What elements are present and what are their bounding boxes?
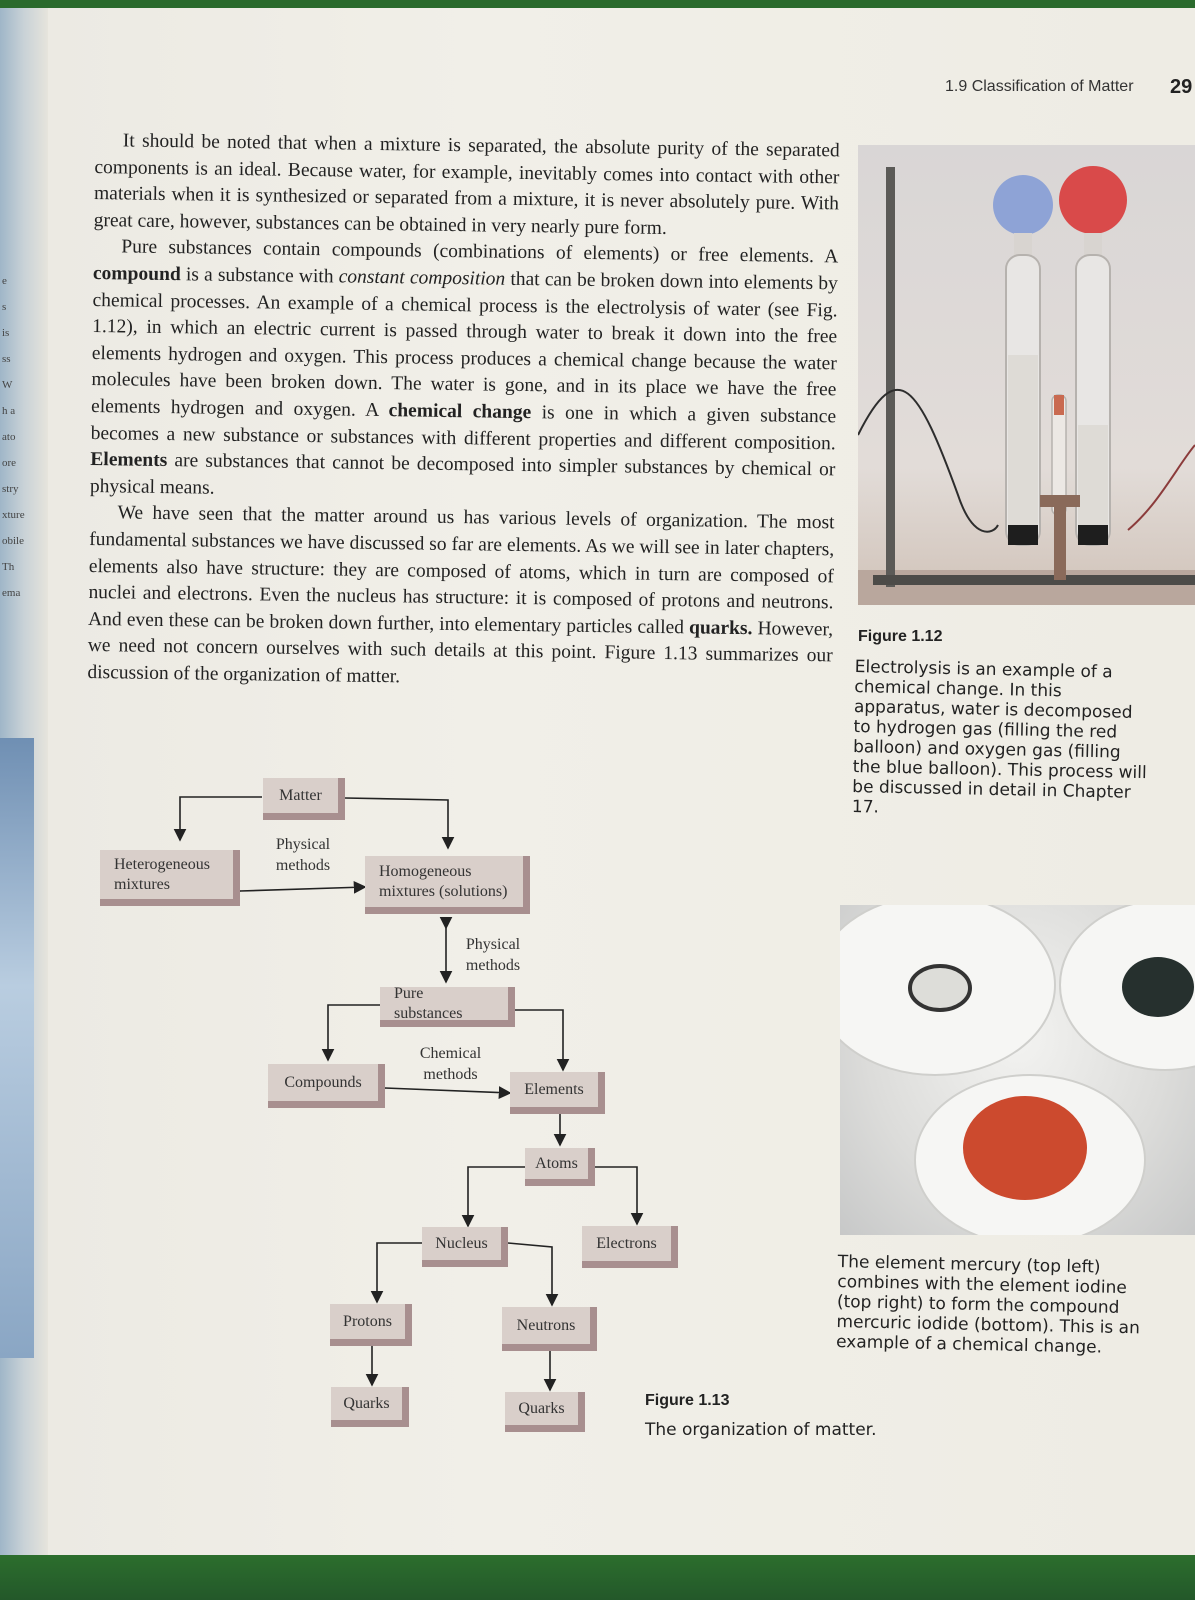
figure-1-13-caption: The organization of matter. — [645, 1420, 877, 1440]
paragraph: We have seen that the matter around us has various levels of organization. The most fundamental substances we have discussed so far are elements. As we will see in later chapters, elements also have structure: they are composed of atoms, which in turn are composed of nuclei and electrons. Even the nucleus has structure: it is composed of protons and neutrons. And even these can be broken down further, into elementary particles called quarks. However, we need not concern ourselves with such details at this point. Figure 1.13 summarizes our discussion of the organization of matter. — [87, 502, 835, 688]
node-heterogeneous-mixtures: Heterogeneous mixtures — [100, 850, 240, 906]
node-matter: Matter — [263, 778, 345, 820]
mercury-sample — [910, 966, 970, 1010]
term-quarks: quarks. — [688, 617, 753, 639]
term-compound: compound — [92, 262, 181, 286]
figure-1-12-caption: Electrolysis is an example of a chemical change. In this apparatus, water is decomposed to hydrogen gas (filling the red balloon) and oxygen gas (filling the blue balloon). This process will be discussed in detail in Chapter 17. — [851, 657, 1147, 818]
term-constant-composition: constant composition — [338, 266, 506, 290]
electrolysis-apparatus-illustration — [858, 145, 1195, 605]
paragraph: It should be noted that when a mixture is separated, the absolute purity of the separated components is an ideal. Because water, for example, inevitably comes into contact with other materials when it is synthesized or separated from a mixture, it is never absolutely pure. With great care, however, substances can be obtained in very nearly pure form. — [93, 130, 840, 239]
node-elements: Elements — [510, 1072, 605, 1114]
body-text — [87, 128, 840, 697]
node-pure-substances: Pure substances — [380, 987, 515, 1027]
edge-label-physical-methods: Physical methods — [275, 836, 331, 874]
adjacent-page-text: e s is ss W h a ato ore stry xture obile Th ema — [2, 275, 25, 599]
node-nucleus: Nucleus — [422, 1227, 508, 1267]
background-bottom — [0, 1555, 1195, 1600]
node-neutrons: Neutrons — [502, 1307, 597, 1351]
red-balloon — [1059, 166, 1127, 234]
node-compounds: Compounds — [268, 1064, 385, 1108]
mercuric-iodide-sample — [963, 1096, 1087, 1200]
node-atoms: Atoms — [525, 1148, 595, 1186]
electrolysis-photo — [858, 145, 1195, 605]
edge-label-chemical-methods: Chemical methods — [419, 1045, 482, 1083]
mercury-photo-caption: The element mercury (top left) combines with the element iodine (top right) to form the compound mercuric iodide (bottom). This is an example of a chemical change. — [835, 1252, 1141, 1358]
mercury-iodine-illustration — [840, 905, 1195, 1235]
term-elements: Elements — [90, 449, 168, 472]
node-quarks: Quarks — [505, 1392, 585, 1432]
blue-balloon — [993, 175, 1053, 235]
node-electrons: Electrons — [582, 1226, 678, 1268]
running-head: 1.9 Classification of Matter — [945, 78, 1134, 95]
node-quarks: Quarks — [331, 1387, 409, 1427]
iodine-sample — [1122, 957, 1194, 1017]
node-protons: Protons — [330, 1304, 412, 1346]
mercury-iodine-photo — [840, 905, 1195, 1235]
paragraph: Pure substances contain compounds (combinations of elements) or free elements. A compound is a substance with constant composition that can be broken down into elements by chemical processes. An example of a chemical process is the electrolysis of water (see Fig. 1.12), in which an electric current is passed through water to break it down into the free elements hydrogen and oxygen. This process produces a chemical change because the water molecules have been broken down. The water is gone, and in its place we have the free elements hydrogen and oxygen. A chemical change is one in which a given substance becomes a new substance or substances with different properties and different composition. Elements are substances that cannot be decomposed into simpler substances by chemical or physical means. — [89, 236, 839, 499]
adjacent-page-image — [0, 738, 34, 1358]
figure-1-12-label: Figure 1.12 — [858, 628, 943, 645]
term-chemical-change: chemical change — [388, 400, 532, 424]
page-number: 29 — [1170, 76, 1193, 98]
edge-label-physical-methods: Physical methods — [465, 936, 521, 974]
figure-1-13-label: Figure 1.13 — [645, 1392, 730, 1409]
node-homogeneous-mixtures: Homogeneous mixtures (solutions) — [365, 856, 530, 914]
